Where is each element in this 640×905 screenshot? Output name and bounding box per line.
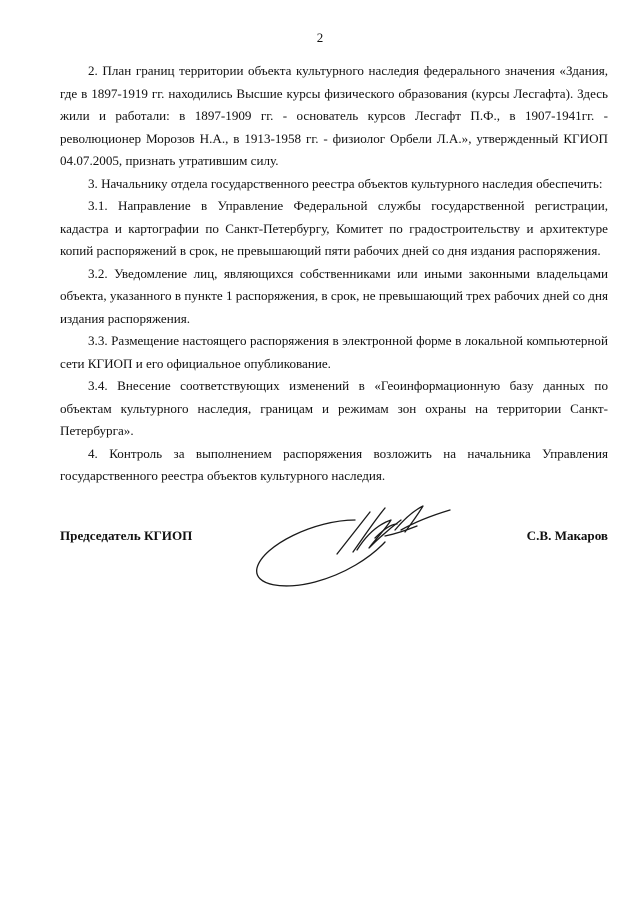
page-number: 2 (316, 30, 324, 45)
document-body (60, 60, 608, 488)
paragraph-3-4: 3.4. Внесение соответствующих изменений в «Геоинформационную базу данных по объектам культурного наследия, границам и режимам зон охраны на территории Санкт-Петербурга». (60, 378, 608, 438)
signature-block (60, 528, 608, 550)
paragraph-3-2: 3.2. Уведомление лиц, являющихся собственниками или иными законными владельцами объекта, указанного в пункте 1 распоряжения, в срок, не превышающий трех рабочих дней со дня издания распоряжения. (60, 265, 608, 326)
paragraph-2-plan: 2. План границ территории объекта культурного наследия федерального значения «Здания, где в 1897-1919 гг. находились Высшие курсы физического образования (курсы Лесгафта). Здесь жили и работали: в 1897-1909 гг. - основатель курсов Лесгафт П.Ф., в 1907-1941гг. - революционер Морозов Н.А., в 1913-1958 гг. - физиолог Орбели Л.А.», утвержденный КГИОП 04.07.2005, признать утратившим силу. (60, 63, 608, 168)
signer-name: С.В. Макаров (526, 528, 608, 543)
paragraph-4: 4. Контроль за выполнением распоряжения возложить на начальника Управления государственного реестра объектов культурного наследия. (60, 445, 608, 483)
signer-title: Председатель КГИОП (60, 528, 193, 543)
paragraph-3-3: 3.3. Размещение настоящего распоряжения в электронной форме в локальной компьютерной сети КГИОП и его официальное опубликование. (60, 333, 608, 371)
paragraph-3-heading: 3. Начальнику отдела государственного реестра объектов культурного наследия обеспечить: (88, 175, 603, 191)
paragraph-3-1: 3.1. Направление в Управление Федеральной службы государственной регистрации, кадастра и картографии по Санкт-Петербургу, Комитет по градостроительству и архитектуре копий распоряжений в срок, не превышающий пяти рабочих дней со дня издания распоряжения. (60, 198, 608, 258)
